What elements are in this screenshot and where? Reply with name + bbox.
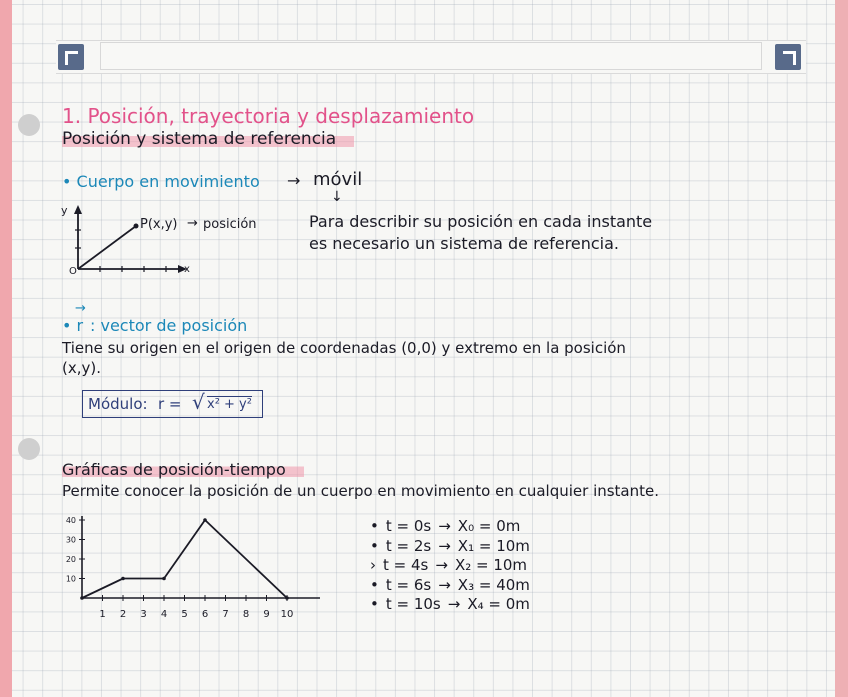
chart-x-tick-label: 8 [242, 609, 250, 620]
position-time: t = 2s [385, 536, 432, 555]
chart-y-tick-label: 20 [65, 555, 76, 564]
page-header-box [100, 42, 762, 70]
chart-x-tick-label: 9 [263, 609, 270, 620]
chart-x-tick-label: 10 [280, 609, 294, 620]
chart-x-tick-label: 4 [160, 609, 168, 620]
bullet-term-vector: : vector de posición [90, 316, 248, 335]
position-time-chart [50, 508, 320, 624]
position-value: X₃ = 40m [457, 575, 530, 594]
left-page-edge [0, 0, 12, 697]
section-title-text: Gráficas de posición-tiempo [62, 460, 304, 479]
bullet-symbol-r: • r [62, 316, 84, 335]
position-bullet: • [370, 517, 379, 535]
chart-x-tick-label: 6 [201, 609, 209, 620]
position-bullet: • [370, 595, 379, 613]
chart-data-point [121, 577, 125, 581]
binder-hole [18, 438, 40, 460]
section-title [62, 460, 304, 479]
position-time: t = 4s [383, 556, 429, 574]
modulus-radicand: x² + y² [207, 397, 252, 412]
corner-mark-icon [58, 44, 84, 70]
x-axis-label: x [184, 264, 190, 275]
position-time: t = 6s [385, 575, 432, 594]
arrow-icon: → [438, 536, 451, 555]
arrow-icon: → [187, 216, 198, 231]
position-value: X₄ = 0m [467, 595, 530, 613]
position-value: X₂ = 10m [454, 556, 528, 574]
point-p [134, 224, 139, 229]
section-description: Permite conocer la posición de un cuerpo en movimiento en cualquier instante. [62, 482, 660, 500]
description-line: (x,y). [62, 359, 101, 377]
chart-data-point [80, 596, 84, 600]
arrow-icon: → [438, 517, 451, 535]
subheading [62, 129, 354, 149]
position-bullet: • [370, 536, 379, 555]
radical-icon: √ [192, 390, 205, 414]
description-line: Para describir su posición en cada instante [309, 212, 653, 231]
position-time: t = 0s [385, 517, 432, 535]
chart-data-point [203, 518, 207, 522]
position-time: t = 10s [385, 595, 441, 613]
chart-series-line [82, 520, 287, 598]
chart-y-tick-label: 40 [65, 516, 76, 525]
chart-data-point [162, 577, 166, 581]
vector-arrow-icon: → [75, 301, 86, 316]
bullet-term-cuerpo: • Cuerpo en movimiento [62, 172, 260, 191]
arrow-icon: → [438, 575, 451, 594]
position-value: X₀ = 0m [457, 517, 521, 535]
right-page-edge [835, 0, 848, 697]
binder-hole [18, 114, 40, 136]
down-arrow-icon: ↓ [331, 189, 343, 205]
position-value: X₁ = 10m [457, 536, 530, 555]
y-axis-label: y [61, 204, 68, 217]
y-axis-arrow-icon [74, 205, 82, 214]
point-caption: posición [203, 217, 257, 232]
chart-data-point [285, 596, 289, 600]
description-line: Tiene su origen en el origen de coordenadas (0,0) y extremo en la posición [62, 339, 626, 357]
modulus-expr-prefix: r = [158, 395, 182, 413]
corner-mark-icon [775, 44, 801, 70]
page-title: 1. Posición, trayectoria y desplazamiento [62, 104, 475, 128]
arrow-icon: → [435, 556, 448, 574]
position-vector [78, 226, 136, 269]
point-label: P(x,y) [140, 217, 178, 232]
chart-y-tick-label: 10 [65, 574, 76, 584]
chart-x-tick-label: 2 [119, 609, 127, 620]
origin-label: O [69, 266, 77, 277]
position-row [370, 537, 537, 555]
description-line: es necesario un sistema de referencia. [309, 234, 619, 253]
position-row [370, 517, 527, 535]
chart-x-tick-label: 1 [99, 609, 106, 620]
chart-x-tick-label: 3 [140, 609, 147, 620]
chart-x-tick-label: 5 [181, 609, 188, 620]
modulus-label: Módulo: [88, 395, 148, 413]
position-bullet: • [370, 575, 379, 594]
position-row [370, 576, 537, 594]
position-row [370, 556, 534, 574]
subheading-text: Posición y sistema de referencia [62, 129, 354, 149]
position-bullet: › [370, 556, 376, 574]
movil-label: móvil [313, 169, 363, 190]
position-row [370, 595, 537, 613]
chart-y-tick-label: 30 [65, 535, 76, 545]
chart-x-tick-label: 7 [222, 609, 229, 620]
arrow-icon: → [447, 595, 461, 613]
arrow-icon: → [287, 171, 301, 190]
